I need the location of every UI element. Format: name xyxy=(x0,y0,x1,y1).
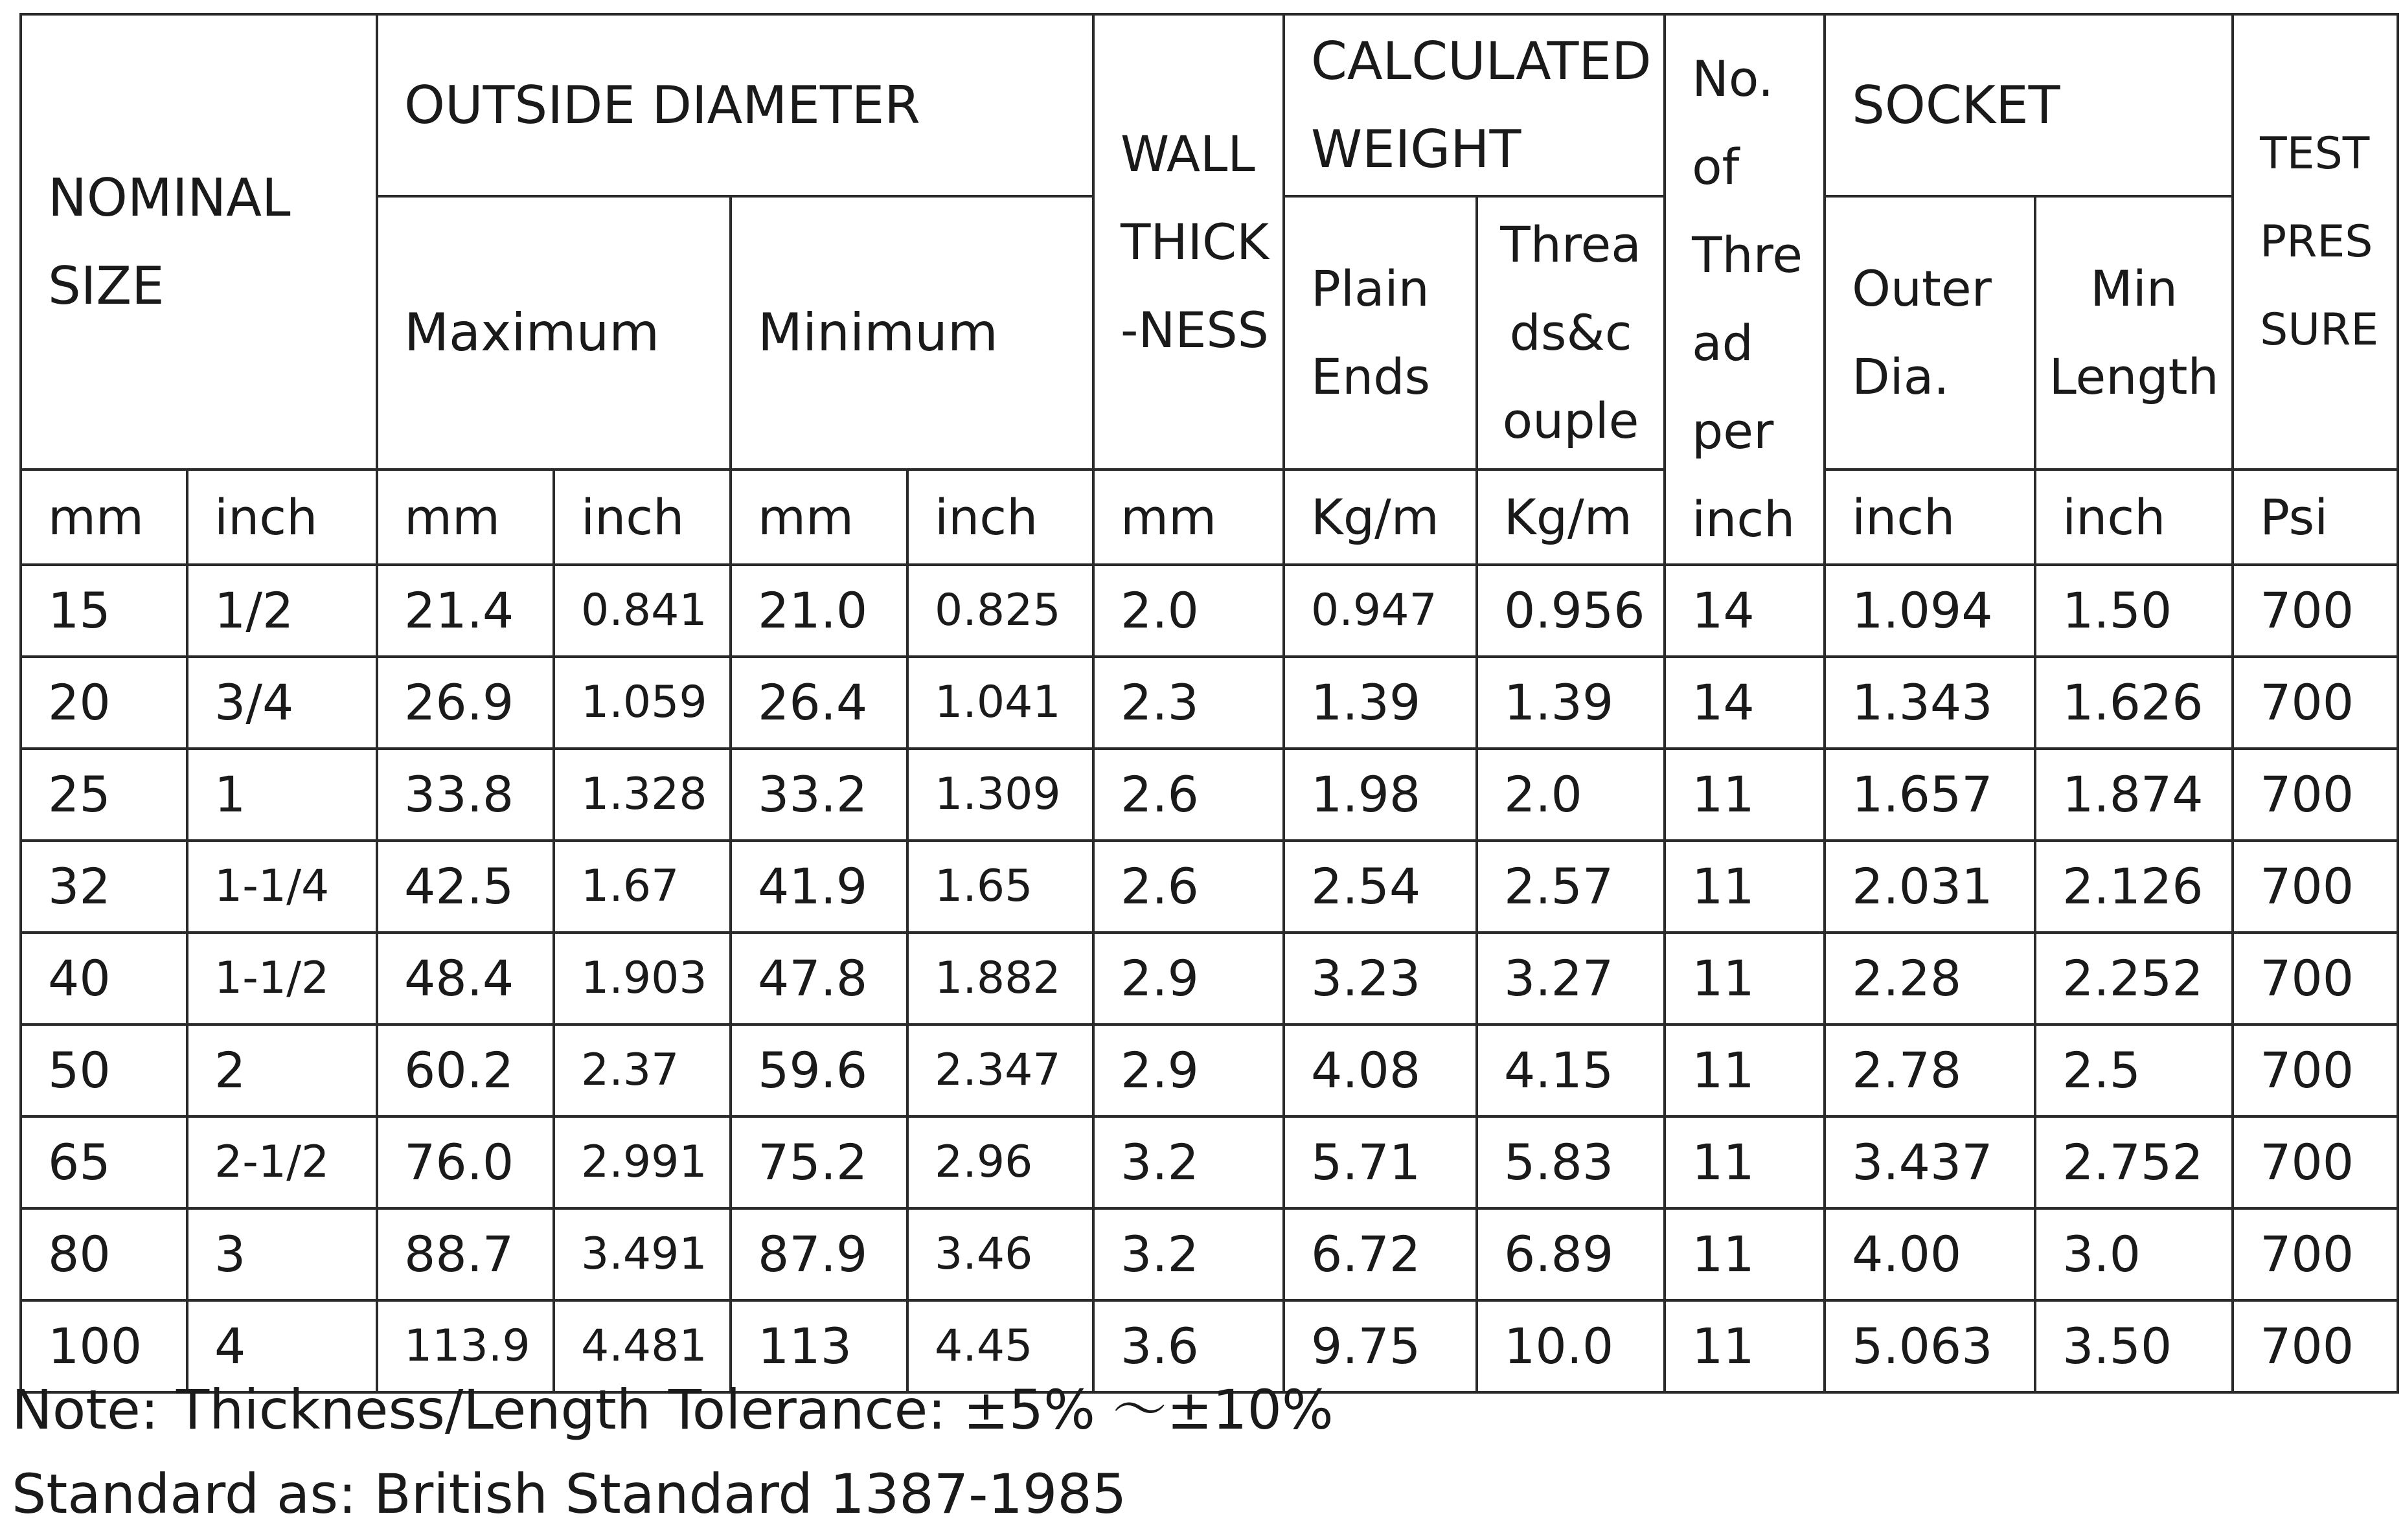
table-cell: 4.15 xyxy=(1477,1025,1665,1116)
table-cell: 1 xyxy=(187,749,377,841)
table-cell: 88.7 xyxy=(377,1208,554,1300)
table-cell: 80 xyxy=(21,1208,187,1300)
table-cell: 3.23 xyxy=(1284,933,1477,1025)
header-nominal-size: NOMINAL SIZE xyxy=(21,14,377,470)
table-cell: 700 xyxy=(2233,657,2398,749)
table-cell: 75.2 xyxy=(731,1116,907,1208)
table-cell: 1.65 xyxy=(907,841,1093,933)
header-plain-ends: Plain Ends xyxy=(1284,196,1477,470)
table-cell: 100 xyxy=(21,1300,187,1392)
table-cell: 1-1/2 xyxy=(187,933,377,1025)
table-cell: 1.67 xyxy=(554,841,731,933)
table-cell: 2 xyxy=(187,1025,377,1116)
table-cell: 20 xyxy=(21,657,187,749)
table-row xyxy=(21,1208,2398,1300)
table-cell: 2.991 xyxy=(554,1116,731,1208)
table-cell: 1.882 xyxy=(907,933,1093,1025)
table-cell: 33.8 xyxy=(377,749,554,841)
table-cell: 76.0 xyxy=(377,1116,554,1208)
table-cell: 3.50 xyxy=(2035,1300,2233,1392)
unit-socket-length-inch: inch xyxy=(2035,470,2233,565)
table-cell: 59.6 xyxy=(731,1025,907,1116)
table-cell: 47.8 xyxy=(731,933,907,1025)
table-cell: 14 xyxy=(1665,565,1825,657)
table-cell: 60.2 xyxy=(377,1025,554,1116)
table-cell: 11 xyxy=(1665,841,1825,933)
table-cell: 700 xyxy=(2233,933,2398,1025)
table-row xyxy=(21,1116,2398,1208)
unit-nominal-mm: mm xyxy=(21,470,187,565)
table-cell: 3.0 xyxy=(2035,1208,2233,1300)
table-cell: 33.2 xyxy=(731,749,907,841)
table-cell: 1.328 xyxy=(554,749,731,841)
table-cell: 2.6 xyxy=(1093,841,1284,933)
table-cell: 2.752 xyxy=(2035,1116,2233,1208)
table-cell: 1.50 xyxy=(2035,565,2233,657)
header-calculated-weight: CALCULATED WEIGHT xyxy=(1284,14,1665,196)
table-cell: 0.956 xyxy=(1477,565,1665,657)
table-cell: 3.2 xyxy=(1093,1116,1284,1208)
table-cell: 1.903 xyxy=(554,933,731,1025)
table-cell: 1.626 xyxy=(2035,657,2233,749)
table-cell: 6.89 xyxy=(1477,1208,1665,1300)
table-cell: 11 xyxy=(1665,749,1825,841)
table-cell: 32 xyxy=(21,841,187,933)
table-cell: 11 xyxy=(1665,1208,1825,1300)
header-row-main xyxy=(21,14,2398,196)
table-cell: 0.947 xyxy=(1284,565,1477,657)
table-cell: 2.28 xyxy=(1825,933,2035,1025)
table-cell: 1/2 xyxy=(187,565,377,657)
table-cell: 1.98 xyxy=(1284,749,1477,841)
table-cell: 3.27 xyxy=(1477,933,1665,1025)
table-cell: 5.063 xyxy=(1825,1300,2035,1392)
table-cell: 1.059 xyxy=(554,657,731,749)
table-cell: 0.825 xyxy=(907,565,1093,657)
table-cell: 11 xyxy=(1665,1300,1825,1392)
table-cell: 3/4 xyxy=(187,657,377,749)
table-cell: 14 xyxy=(1665,657,1825,749)
pipe-spec-table xyxy=(19,13,2399,1394)
units-row xyxy=(21,470,2398,565)
table-cell: 700 xyxy=(2233,1208,2398,1300)
table-cell: 10.0 xyxy=(1477,1300,1665,1392)
table-cell: 3.6 xyxy=(1093,1300,1284,1392)
header-threads-per-inch: No. of Thre ad per inch xyxy=(1665,14,1825,565)
header-test-pressure: TEST PRES SURE xyxy=(2233,14,2398,470)
unit-plain-kgm: Kg/m xyxy=(1284,470,1477,565)
table-cell: 5.83 xyxy=(1477,1116,1665,1208)
unit-min-mm: mm xyxy=(731,470,907,565)
header-outer-dia: Outer Dia. xyxy=(1825,196,2035,470)
table-cell: 2.252 xyxy=(2035,933,2233,1025)
table-row xyxy=(21,841,2398,933)
table-cell: 41.9 xyxy=(731,841,907,933)
table-cell: 40 xyxy=(21,933,187,1025)
table-cell: 2.5 xyxy=(2035,1025,2233,1116)
table-cell: 87.9 xyxy=(731,1208,907,1300)
table-cell: 1.309 xyxy=(907,749,1093,841)
unit-nominal-inch: inch xyxy=(187,470,377,565)
table-cell: 113 xyxy=(731,1300,907,1392)
table-row xyxy=(21,565,2398,657)
header-maximum: Maximum xyxy=(377,196,731,470)
table-cell: 3.437 xyxy=(1825,1116,2035,1208)
table-cell: 1.094 xyxy=(1825,565,2035,657)
table-cell: 2.9 xyxy=(1093,1025,1284,1116)
table-cell: 2.031 xyxy=(1825,841,2035,933)
table-cell: 25 xyxy=(21,749,187,841)
table-cell: 1.874 xyxy=(2035,749,2233,841)
unit-socket-outer-inch: inch xyxy=(1825,470,2035,565)
tolerance-note: Note: Thickness/Length Tolerance: ±5% ～±10% xyxy=(12,1378,1334,1442)
table-cell: 15 xyxy=(21,565,187,657)
table-cell: 21.4 xyxy=(377,565,554,657)
table-cell: 700 xyxy=(2233,1116,2398,1208)
table-cell: 2-1/2 xyxy=(187,1116,377,1208)
unit-max-inch: inch xyxy=(554,470,731,565)
table-cell: 2.0 xyxy=(1477,749,1665,841)
unit-max-mm: mm xyxy=(377,470,554,565)
table-cell: 3.46 xyxy=(907,1208,1093,1300)
table-cell: 2.3 xyxy=(1093,657,1284,749)
table-cell: 2.9 xyxy=(1093,933,1284,1025)
table-cell: 700 xyxy=(2233,841,2398,933)
table-cell: 2.57 xyxy=(1477,841,1665,933)
table-cell: 3.2 xyxy=(1093,1208,1284,1300)
table-cell: 48.4 xyxy=(377,933,554,1025)
table-row xyxy=(21,1025,2398,1116)
table-cell: 3.491 xyxy=(554,1208,731,1300)
table-cell: 700 xyxy=(2233,1025,2398,1116)
table-cell: 1.657 xyxy=(1825,749,2035,841)
header-threads-couple: Threa ds&c ouple xyxy=(1477,196,1665,470)
standard-note: Standard as: British Standard 1387-1985 xyxy=(12,1462,1127,1526)
table-cell: 5.71 xyxy=(1284,1116,1477,1208)
unit-wall-mm: mm xyxy=(1093,470,1284,565)
table-cell: 26.4 xyxy=(731,657,907,749)
table-cell: 1.39 xyxy=(1284,657,1477,749)
header-minimum: Minimum xyxy=(731,196,1093,470)
unit-min-inch: inch xyxy=(907,470,1093,565)
table-cell: 11 xyxy=(1665,933,1825,1025)
table-cell: 2.6 xyxy=(1093,749,1284,841)
table-cell: 42.5 xyxy=(377,841,554,933)
table-cell: 1.041 xyxy=(907,657,1093,749)
table-cell: 4.45 xyxy=(907,1300,1093,1392)
header-min-length: Min Length xyxy=(2035,196,2233,470)
table-cell: 1-1/4 xyxy=(187,841,377,933)
table-cell: 4.481 xyxy=(554,1300,731,1392)
unit-thread-kgm: Kg/m xyxy=(1477,470,1665,565)
table-cell: 11 xyxy=(1665,1116,1825,1208)
table-cell: 6.72 xyxy=(1284,1208,1477,1300)
table-cell: 3 xyxy=(187,1208,377,1300)
table-cell: 4 xyxy=(187,1300,377,1392)
table-cell: 21.0 xyxy=(731,565,907,657)
table-cell: 26.9 xyxy=(377,657,554,749)
table-row xyxy=(21,657,2398,749)
table-cell: 2.126 xyxy=(2035,841,2233,933)
table-row xyxy=(21,933,2398,1025)
table-cell: 2.96 xyxy=(907,1116,1093,1208)
table-cell: 1.39 xyxy=(1477,657,1665,749)
table-cell: 2.37 xyxy=(554,1025,731,1116)
table-cell: 50 xyxy=(21,1025,187,1116)
header-wall-thickness: WALL THICK -NESS xyxy=(1093,14,1284,470)
unit-pressure-psi: Psi xyxy=(2233,470,2398,565)
table-cell: 2.54 xyxy=(1284,841,1477,933)
table-cell: 2.347 xyxy=(907,1025,1093,1116)
header-socket: SOCKET xyxy=(1825,14,2233,196)
header-outside-diameter: OUTSIDE DIAMETER xyxy=(377,14,1093,196)
table-cell: 2.0 xyxy=(1093,565,1284,657)
table-cell: 2.78 xyxy=(1825,1025,2035,1116)
table-cell: 700 xyxy=(2233,565,2398,657)
table-cell: 0.841 xyxy=(554,565,731,657)
table-cell: 113.9 xyxy=(377,1300,554,1392)
table-cell: 700 xyxy=(2233,749,2398,841)
table-cell: 65 xyxy=(21,1116,187,1208)
table-cell: 4.08 xyxy=(1284,1025,1477,1116)
table-cell: 1.343 xyxy=(1825,657,2035,749)
table-cell: 11 xyxy=(1665,1025,1825,1116)
table-cell: 700 xyxy=(2233,1300,2398,1392)
table-cell: 9.75 xyxy=(1284,1300,1477,1392)
table-cell: 4.00 xyxy=(1825,1208,2035,1300)
table-row xyxy=(21,749,2398,841)
